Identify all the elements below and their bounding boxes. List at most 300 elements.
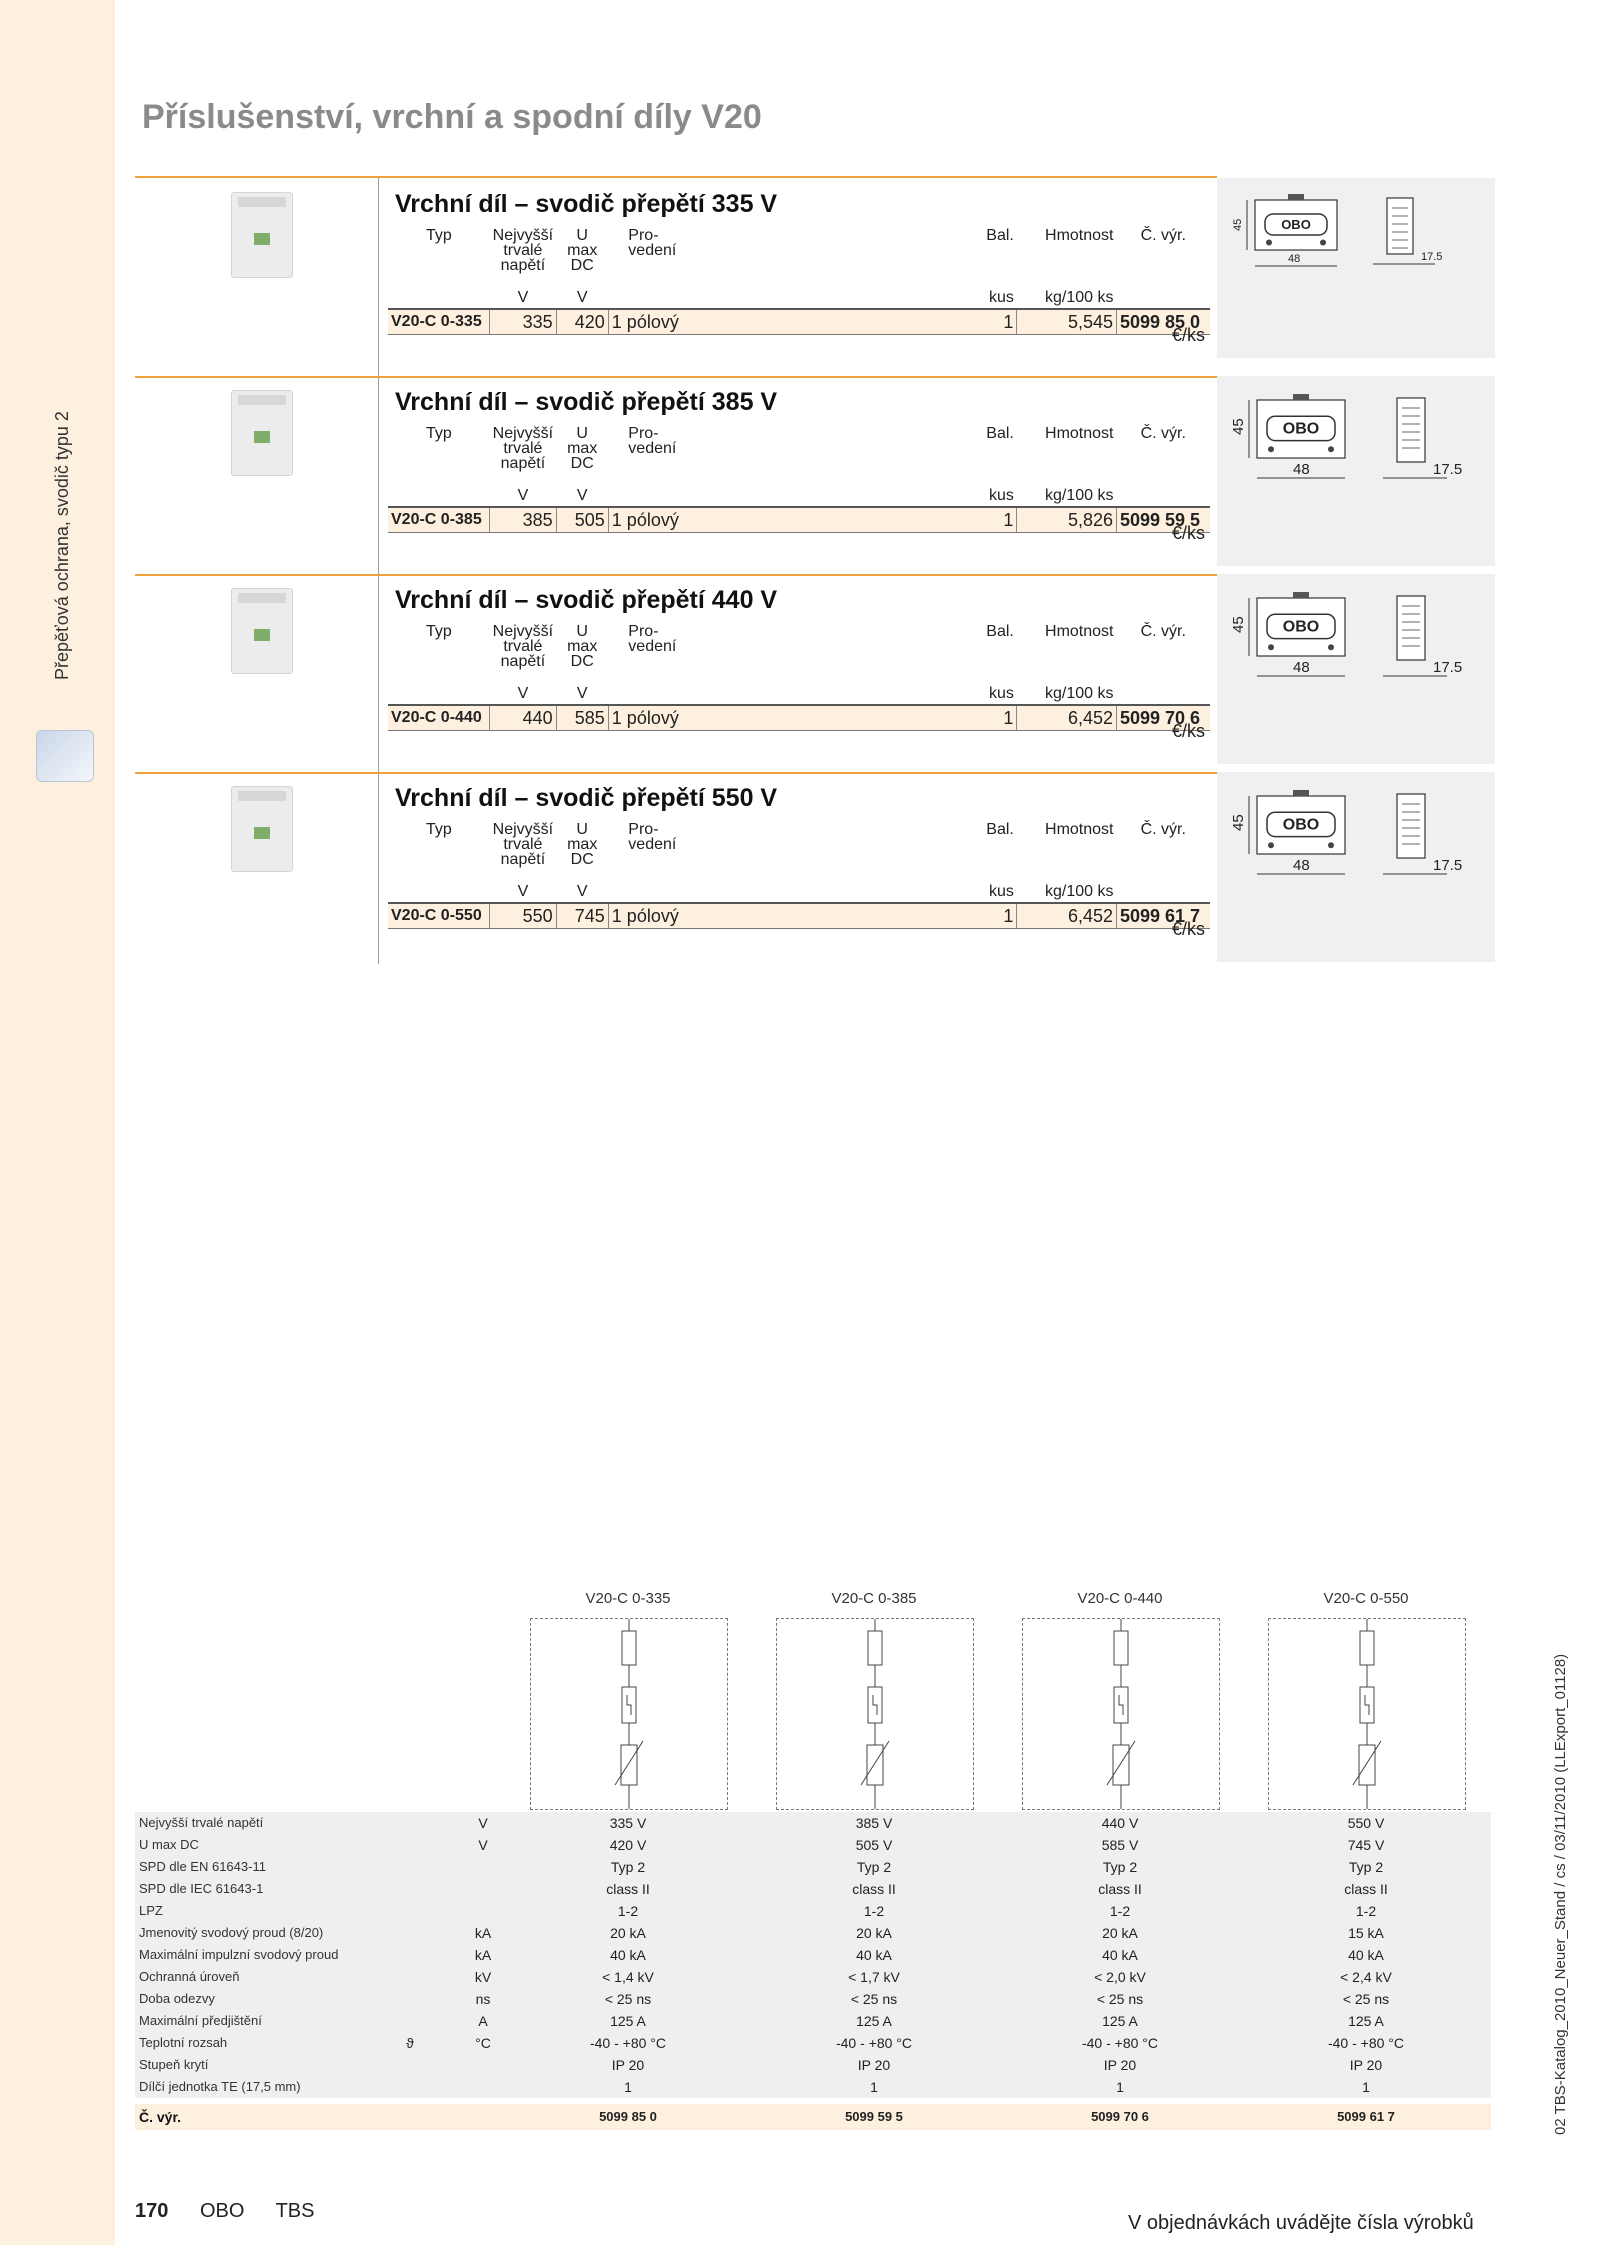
front-screw — [1268, 842, 1274, 848]
spec-column-header: V20-C 0-335 — [585, 1590, 671, 1607]
dimension-drawing — [1217, 178, 1495, 368]
cell-nej: 385 — [490, 507, 556, 533]
header-typ: Typ — [425, 623, 452, 640]
spec-value: 40 kA — [856, 1947, 892, 1963]
front-screw — [1328, 446, 1334, 452]
header-umax-line: U max — [567, 425, 598, 457]
product-block — [135, 772, 1463, 970]
table-row — [388, 309, 1210, 335]
header-nej-line: trvalé — [503, 440, 543, 457]
table-header — [388, 228, 1210, 288]
spec-value: 745 V — [1347, 1837, 1385, 1853]
header-nej-line: Nejvyšší — [492, 623, 554, 640]
header-typ: Typ — [425, 821, 452, 838]
cell-hmotnost: 6,452 — [1017, 705, 1117, 731]
unit-empty — [388, 486, 490, 507]
circuit-svg — [777, 1619, 973, 1809]
cell-cvyr: 5099 59 5 — [1116, 507, 1210, 533]
spec-value: 125 A — [610, 2013, 646, 2029]
spec-row — [135, 1856, 1491, 1878]
product-block — [135, 376, 1463, 574]
varistor-symbol — [621, 1745, 637, 1785]
product-status-window — [254, 233, 270, 245]
dimension-drawing — [1217, 574, 1495, 764]
spec-total-value: 5099 70 6 — [1091, 2109, 1149, 2124]
front-screw — [1268, 446, 1274, 452]
spec-value: 585 V — [1101, 1837, 1139, 1853]
circuit-diagram — [1268, 1618, 1466, 1810]
dimension-svg — [1217, 376, 1495, 566]
product-table — [388, 228, 1210, 335]
unit-v: V — [556, 486, 608, 507]
cell-typ: V20-C 0-335 — [388, 309, 490, 335]
price-unit: €/ks — [1172, 325, 1206, 345]
spec-row — [135, 1966, 1491, 1988]
unit-kg: kg/100 ks — [1017, 684, 1117, 705]
units-row — [388, 486, 1210, 507]
circuit-diagram — [530, 1618, 728, 1810]
spec-value: IP 20 — [1103, 2057, 1137, 2073]
cell-hmotnost: 5,545 — [1017, 309, 1117, 335]
spec-row — [135, 2076, 1491, 2098]
units-row — [388, 684, 1210, 705]
spec-symbol: ϑ — [406, 2035, 414, 2051]
product-image-top — [238, 395, 286, 405]
unit-kg: kg/100 ks — [1017, 486, 1117, 507]
unit-empty — [608, 882, 978, 903]
header-umax-line: DC — [570, 455, 594, 472]
spec-unit: V — [478, 1815, 488, 1831]
table-row — [388, 705, 1210, 731]
spec-value: 1 — [624, 2079, 632, 2095]
spec-value: 335 V — [609, 1815, 647, 1831]
circuit-svg — [1023, 1619, 1219, 1809]
cell-umax: 420 — [556, 309, 608, 335]
spec-value: 15 kA — [1348, 1925, 1384, 1941]
header-hmotnost: Hmotnost — [1045, 425, 1114, 442]
spec-row — [135, 1944, 1491, 1966]
catalog-export-label: 02 TBS-Katalog_2010_Neuer_Stand / cs / 03/11/2010 (LLExport_01128) — [1552, 1653, 1569, 2135]
price-unit: €/ks — [1172, 919, 1206, 939]
spec-value: < 1,7 kV — [848, 1969, 900, 1985]
unit-empty — [1116, 288, 1210, 309]
unit-empty — [1116, 684, 1210, 705]
fuse-symbol — [1114, 1631, 1128, 1665]
cell-pro: 1 pólový — [608, 309, 978, 335]
spec-value: 1-2 — [863, 1903, 885, 1919]
product-title: Vrchní díl – svodič přepětí 335 V — [395, 190, 778, 218]
spec-value: < 25 ns — [1096, 1991, 1144, 2007]
spec-row — [135, 2010, 1491, 2032]
spec-value: 125 A — [856, 2013, 892, 2029]
block-separator — [135, 376, 1217, 378]
unit-empty — [1116, 882, 1210, 903]
spec-row — [135, 1878, 1491, 1900]
drawing-brand-label: OBO — [1282, 420, 1320, 438]
table-header — [388, 624, 1210, 684]
header-nej-line: napětí — [500, 653, 546, 670]
spec-label: Jmenovitý svodový proud (8/20) — [139, 1925, 324, 1940]
front-screw — [1266, 240, 1272, 246]
header-typ: Typ — [425, 227, 452, 244]
price-unit: €/ks — [1172, 721, 1206, 741]
spec-value: class II — [1344, 1881, 1388, 1897]
cell-hmotnost: 5,826 — [1017, 507, 1117, 533]
header-umax — [556, 822, 608, 882]
spec-value: 40 kA — [1102, 1947, 1138, 1963]
unit-empty — [608, 486, 978, 507]
spec-value: Typ 2 — [610, 1859, 646, 1875]
product-image — [231, 390, 293, 476]
product-table — [388, 624, 1210, 731]
block-separator — [135, 772, 1217, 774]
spec-unit: ns — [475, 1991, 491, 2007]
spec-total-value: 5099 61 7 — [1337, 2109, 1395, 2124]
depth-dim: 17.5 — [1433, 659, 1463, 676]
spec-row — [135, 1988, 1491, 2010]
product-title: Vrchní díl – svodič přepětí 385 V — [395, 388, 778, 416]
header-pro-line: vedení — [628, 638, 677, 655]
cell-pro: 1 pólový — [608, 507, 978, 533]
header-pro — [608, 624, 978, 684]
spec-value: 1 — [1116, 2079, 1124, 2095]
header-cvyr: Č. výr. — [1140, 425, 1186, 442]
width-dim: 48 — [1293, 461, 1310, 478]
product-table — [388, 426, 1210, 533]
spec-value: IP 20 — [611, 2057, 645, 2073]
height-dim: 45 — [1230, 418, 1247, 435]
product-status-window — [254, 827, 270, 839]
dimension-svg — [1217, 178, 1495, 368]
circuit-svg — [1269, 1619, 1465, 1809]
product-title: Vrchní díl – svodič přepětí 440 V — [395, 586, 778, 614]
cell-typ: V20-C 0-550 — [388, 903, 490, 929]
drawing-brand-label: OBO — [1282, 816, 1320, 834]
varistor-symbol — [867, 1745, 883, 1785]
header-umax-line: DC — [570, 653, 594, 670]
varistor-symbol — [1113, 1745, 1129, 1785]
spec-label: Stupeň krytí — [139, 2057, 209, 2072]
header-nej-line: Nejvyšší — [492, 425, 554, 442]
spec-value: 420 V — [609, 1837, 647, 1853]
spec-value: -40 - +80 °C — [835, 2035, 913, 2051]
unit-empty — [388, 882, 490, 903]
spec-value: class II — [606, 1881, 650, 1897]
table-header — [388, 822, 1210, 882]
header-nej-line: trvalé — [503, 242, 543, 259]
spec-label: Doba odezvy — [139, 1991, 215, 2006]
depth-dim: 17.5 — [1421, 251, 1443, 263]
spec-unit: kA — [474, 1947, 492, 1963]
spec-value: -40 - +80 °C — [1327, 2035, 1405, 2051]
product-block — [135, 178, 1443, 376]
spec-value: class II — [1098, 1881, 1142, 1897]
unit-v: V — [490, 684, 556, 705]
header-nej-line: trvalé — [503, 836, 543, 853]
header-nej — [490, 822, 556, 882]
front-top-clip — [1288, 194, 1304, 200]
spec-unit: A — [478, 2013, 488, 2029]
product-title: Vrchní díl – svodič přepětí 550 V — [395, 784, 778, 812]
header-typ: Typ — [425, 425, 452, 442]
spec-total-value: 5099 85 0 — [599, 2109, 657, 2124]
header-umax-line: DC — [570, 851, 594, 868]
spec-row — [135, 1812, 1491, 1834]
header-bal: Bal. — [986, 425, 1014, 442]
dimension-svg — [1217, 772, 1495, 962]
unit-kg: kg/100 ks — [1017, 288, 1117, 309]
spec-value: -40 - +80 °C — [589, 2035, 667, 2051]
header-pro — [608, 228, 978, 288]
cell-nej: 335 — [490, 309, 556, 335]
product-image — [231, 786, 293, 872]
unit-v: V — [556, 684, 608, 705]
cell-cvyr: 5099 70 6 — [1116, 705, 1210, 731]
header-umax-line: U max — [567, 227, 598, 259]
table-row — [388, 507, 1210, 533]
header-nej-line: napětí — [500, 257, 546, 274]
unit-empty — [608, 288, 978, 309]
header-pro — [608, 426, 978, 486]
header-nej — [490, 228, 556, 288]
header-umax-line: U max — [567, 821, 598, 853]
spec-label: Maximální impulzní svodový proud — [139, 1947, 339, 1962]
spec-column-header: V20-C 0-385 — [831, 1590, 917, 1607]
header-nej-line: napětí — [500, 851, 546, 868]
unit-empty — [608, 684, 978, 705]
spec-value: < 2,4 kV — [1340, 1969, 1392, 1985]
price-unit: €/ks — [1172, 523, 1206, 543]
spec-value: IP 20 — [1349, 2057, 1383, 2073]
unit-kus: kus — [978, 684, 1017, 705]
spec-row — [135, 1900, 1491, 1922]
header-umax — [556, 624, 608, 684]
drawing-brand-label: OBO — [1281, 217, 1311, 232]
spec-unit: kV — [474, 1969, 492, 1985]
spec-row — [135, 1922, 1491, 1944]
header-pro-line: Pro- — [628, 623, 659, 640]
cell-umax: 585 — [556, 705, 608, 731]
front-screw — [1328, 644, 1334, 650]
cell-umax: 505 — [556, 507, 608, 533]
fuse-symbol — [868, 1631, 882, 1665]
table-row — [388, 903, 1210, 929]
spec-value: 125 A — [1348, 2013, 1384, 2029]
cell-bal: 1 — [978, 705, 1017, 731]
height-dim: 45 — [1230, 814, 1247, 831]
front-top-clip — [1293, 790, 1309, 796]
front-screw — [1328, 842, 1334, 848]
header-nej-line: Nejvyšší — [492, 227, 554, 244]
header-pro-line: Pro- — [628, 425, 659, 442]
spec-value: 20 kA — [610, 1925, 646, 1941]
spec-label: Dílčí jednotka TE (17,5 mm) — [139, 2079, 301, 2094]
header-umax-line: U max — [567, 623, 598, 655]
spec-value: IP 20 — [857, 2057, 891, 2073]
header-cvyr: Č. výr. — [1140, 227, 1186, 244]
unit-v: V — [556, 882, 608, 903]
cell-bal: 1 — [978, 903, 1017, 929]
spec-row — [135, 2032, 1491, 2054]
section-logo-icon — [36, 730, 94, 782]
depth-dim: 17.5 — [1433, 857, 1463, 874]
circuit-diagram — [776, 1618, 974, 1810]
unit-v: V — [556, 288, 608, 309]
spec-value: 40 kA — [610, 1947, 646, 1963]
dimension-drawing — [1217, 772, 1495, 962]
header-umax — [556, 426, 608, 486]
footer-left — [135, 2200, 315, 2223]
spec-total-label: Č. výr. — [139, 2109, 182, 2125]
header-hmotnost: Hmotnost — [1045, 821, 1114, 838]
header-bal: Bal. — [986, 623, 1014, 640]
header-pro-line: vedení — [628, 440, 677, 457]
spec-value: 20 kA — [1102, 1925, 1138, 1941]
dimension-svg — [1217, 574, 1495, 764]
spec-value: 385 V — [855, 1815, 893, 1831]
header-umax-line: DC — [570, 257, 594, 274]
header-nej — [490, 624, 556, 684]
header-pro-line: vedení — [628, 836, 677, 853]
side-body — [1387, 198, 1413, 254]
spec-label: U max DC — [139, 1837, 199, 1852]
spec-value: class II — [852, 1881, 896, 1897]
header-umax — [556, 228, 608, 288]
spec-value: -40 - +80 °C — [1081, 2035, 1159, 2051]
circuit-svg — [531, 1619, 727, 1809]
cell-umax: 745 — [556, 903, 608, 929]
product-image-top — [238, 197, 286, 207]
height-dim: 45 — [1230, 616, 1247, 633]
dimension-drawing — [1217, 376, 1495, 566]
spec-value: 1-2 — [617, 1903, 639, 1919]
header-cvyr: Č. výr. — [1140, 623, 1186, 640]
spec-value: 1 — [870, 2079, 878, 2095]
fuse-symbol — [622, 1631, 636, 1665]
unit-empty — [388, 288, 490, 309]
width-dim: 48 — [1293, 659, 1310, 676]
cell-nej: 550 — [490, 903, 556, 929]
circuit-diagram — [1022, 1618, 1220, 1810]
spec-value: < 1,4 kV — [602, 1969, 654, 1985]
spec-unit: kA — [474, 1925, 492, 1941]
cell-pro: 1 pólový — [608, 705, 978, 731]
product-status-window — [254, 431, 270, 443]
product-table — [388, 822, 1210, 929]
header-nej-line: trvalé — [503, 638, 543, 655]
spec-label: Ochranná úroveň — [139, 1969, 240, 1984]
height-dim: 45 — [1232, 218, 1244, 231]
product-image — [231, 588, 293, 674]
cell-bal: 1 — [978, 507, 1017, 533]
spec-column-header: V20-C 0-550 — [1323, 1590, 1409, 1607]
units-row — [388, 882, 1210, 903]
unit-v: V — [490, 882, 556, 903]
spec-unit: °C — [475, 2035, 491, 2051]
unit-empty — [388, 684, 490, 705]
spec-unit: V — [478, 1837, 488, 1853]
spec-column-header: V20-C 0-440 — [1077, 1590, 1163, 1607]
spec-value: 550 V — [1347, 1815, 1385, 1831]
unit-empty — [1116, 486, 1210, 507]
product-image-top — [238, 593, 286, 603]
front-top-clip — [1293, 592, 1309, 598]
spec-value: 20 kA — [856, 1925, 892, 1941]
product-block — [135, 574, 1463, 772]
front-screw — [1320, 240, 1326, 246]
spec-total-value: 5099 59 5 — [845, 2109, 903, 2124]
footer-section: TBS — [275, 2200, 315, 2222]
spec-value: Typ 2 — [856, 1859, 892, 1875]
header-pro-line: Pro- — [628, 821, 659, 838]
header-bal: Bal. — [986, 821, 1014, 838]
header-hmotnost: Hmotnost — [1045, 623, 1114, 640]
header-bal: Bal. — [986, 227, 1014, 244]
spec-value: 1 — [1362, 2079, 1370, 2095]
spec-value: 1-2 — [1109, 1903, 1131, 1919]
spec-value: 440 V — [1101, 1815, 1139, 1831]
product-image — [231, 192, 293, 278]
cell-typ: V20-C 0-385 — [388, 507, 490, 533]
cell-pro: 1 pólový — [608, 903, 978, 929]
front-screw — [1268, 644, 1274, 650]
units-row — [388, 288, 1210, 309]
spec-value: < 25 ns — [1342, 1991, 1390, 2007]
spec-total-row — [135, 2104, 1491, 2130]
unit-kus: kus — [978, 288, 1017, 309]
page-title: Příslušenství, vrchní a spodní díly V20 — [142, 98, 762, 136]
drawing-brand-label: OBO — [1282, 618, 1320, 636]
product-status-window — [254, 629, 270, 641]
header-nej — [490, 426, 556, 486]
block-separator — [135, 574, 1217, 576]
spec-value: 125 A — [1102, 2013, 1138, 2029]
spec-value: < 2,0 kV — [1094, 1969, 1146, 1985]
cell-hmotnost: 6,452 — [1017, 903, 1117, 929]
unit-v: V — [490, 486, 556, 507]
cell-cvyr: 5099 85 0 — [1116, 309, 1210, 335]
product-image-top — [238, 791, 286, 801]
spec-label: LPZ — [139, 1903, 163, 1918]
front-top-clip — [1293, 394, 1309, 400]
varistor-symbol — [1359, 1745, 1375, 1785]
table-header — [388, 426, 1210, 486]
spec-row — [135, 2054, 1491, 2076]
spec-value: 40 kA — [1348, 1947, 1384, 1963]
spec-label: Nejvyšší trvalé napětí — [139, 1815, 264, 1830]
fuse-symbol — [1360, 1631, 1374, 1665]
cell-nej: 440 — [490, 705, 556, 731]
unit-kus: kus — [978, 882, 1017, 903]
footer-brand: OBO — [199, 2200, 245, 2222]
header-hmotnost: Hmotnost — [1045, 227, 1114, 244]
spec-row — [135, 1834, 1491, 1856]
width-dim: 48 — [1293, 857, 1310, 874]
sidebar — [0, 0, 115, 2245]
footer-note: V objednávkách uvádějte čísla výrobků — [1128, 2212, 1474, 2234]
header-pro-line: Pro- — [628, 227, 659, 244]
page-number: 170 — [135, 2200, 169, 2222]
unit-kg: kg/100 ks — [1017, 882, 1117, 903]
spec-value: 1-2 — [1355, 1903, 1377, 1919]
spec-value: Typ 2 — [1348, 1859, 1384, 1875]
spec-value: Typ 2 — [1102, 1859, 1138, 1875]
depth-dim: 17.5 — [1433, 461, 1463, 478]
spec-label: SPD dle EN 61643-11 — [139, 1859, 266, 1874]
spec-label: Maximální předjištění — [139, 2013, 262, 2028]
unit-v: V — [490, 288, 556, 309]
spec-label: Teplotní rozsah — [139, 2035, 228, 2050]
